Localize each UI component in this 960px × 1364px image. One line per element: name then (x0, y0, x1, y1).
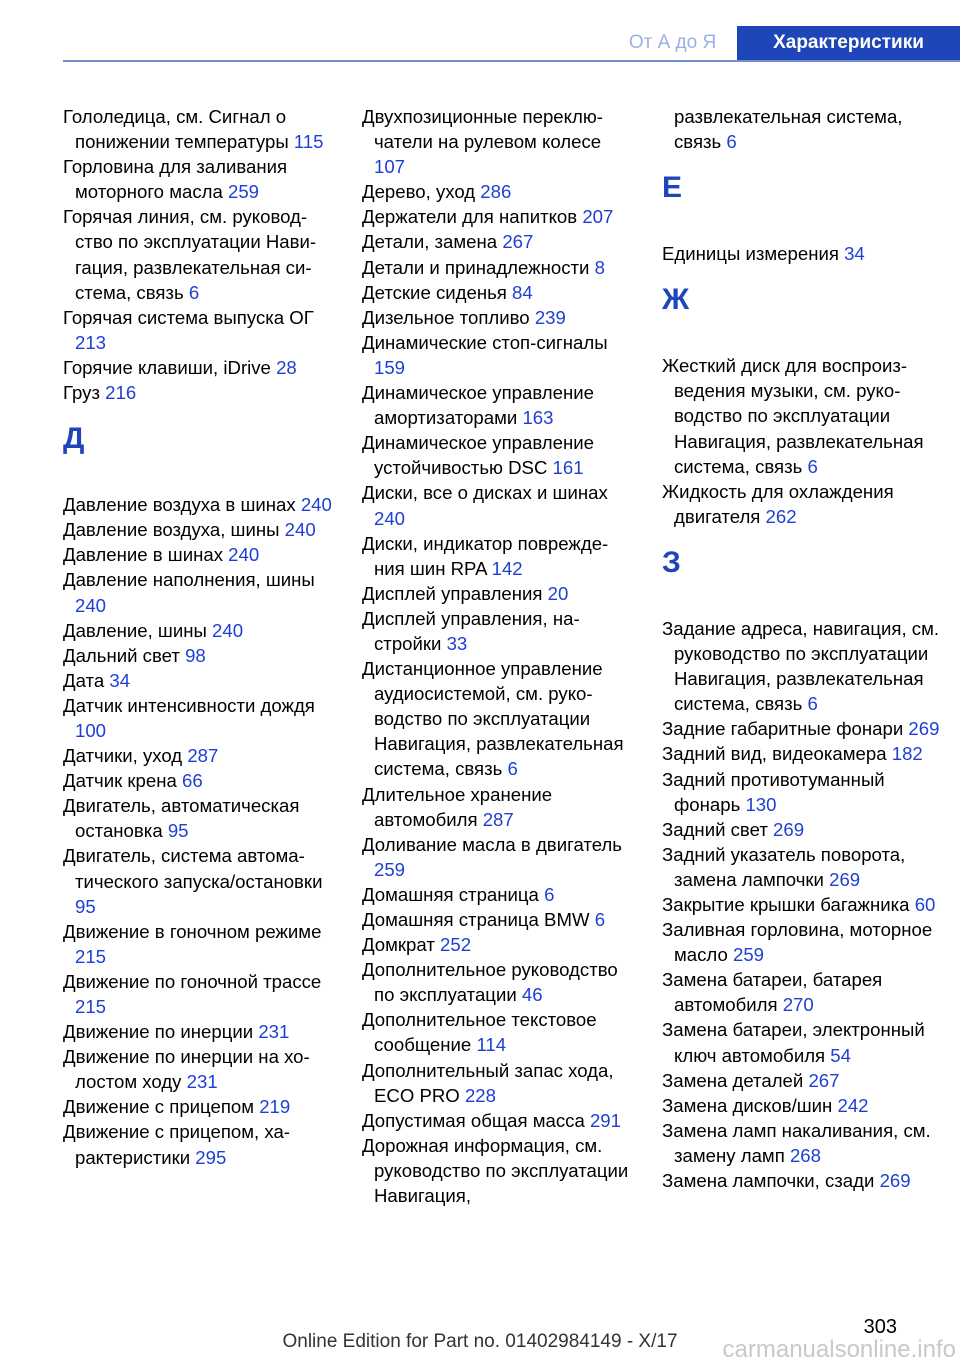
index-entry-text: Единицы измерения (662, 243, 839, 265)
page-link[interactable]: 161 (552, 457, 584, 479)
page-link[interactable]: 286 (480, 181, 512, 203)
index-entry (362, 882, 632, 907)
index-entry-text: Детские сиденья (362, 281, 507, 303)
page-link[interactable]: 6 (726, 131, 737, 153)
index-entry-text: Дорожная информация, см. руководство по эксплуатации Навигация, (362, 1134, 629, 1207)
page-link[interactable]: 270 (782, 994, 814, 1016)
page-link[interactable]: 114 (476, 1034, 507, 1056)
page-link[interactable]: 252 (440, 934, 472, 956)
index-entry (362, 907, 632, 932)
index-column-1 (63, 104, 333, 1170)
index-column-3 (662, 104, 952, 1193)
index-entry-text: Задний указатель поворота, замена лампочки (662, 843, 906, 890)
index-entry (662, 616, 952, 716)
index-entry (362, 330, 632, 380)
page-link[interactable]: 8 (594, 256, 605, 278)
index-entry (662, 1118, 952, 1168)
index-entry-text: Дальний свет (63, 644, 180, 666)
page-link[interactable]: 107 (374, 156, 406, 178)
page-link[interactable]: 259 (227, 181, 260, 203)
index-entry-text: Динамическое управление амортизаторами (362, 382, 594, 429)
page-link[interactable]: 84 (512, 281, 533, 303)
index-entry-text: Двигатель, система автоматического запуска/остановки (63, 845, 323, 892)
page-link[interactable]: 267 (502, 231, 534, 253)
watermark: carmanualsonline.info (722, 1336, 956, 1363)
index-entry (662, 767, 952, 817)
index-entry (362, 832, 632, 882)
index-entry-text: Датчик крена (63, 770, 177, 792)
page-link[interactable]: 240 (212, 619, 244, 641)
index-entry-text: Замена дисков/шин (662, 1094, 833, 1116)
index-entry-text: Дисплей управления, настройки (362, 607, 580, 654)
index-entry (662, 716, 952, 741)
index-entry (63, 768, 333, 793)
index-entry (362, 1108, 632, 1133)
index-entry-text: Движение с прицепом (63, 1096, 255, 1118)
section-letter: Д (63, 422, 85, 456)
page-link[interactable]: 28 (276, 356, 297, 378)
page-link[interactable]: 100 (75, 719, 107, 741)
index-entry-text: Горячие клавиши, iDrive (63, 356, 271, 378)
page-link[interactable]: 269 (908, 718, 940, 740)
page-link[interactable]: 6 (807, 455, 818, 477)
index-column-2 (362, 104, 632, 1208)
index-entry-text: Задний противотуманный фонарь (662, 768, 885, 815)
index-entry (662, 892, 952, 917)
index-entry (662, 479, 952, 529)
page-link[interactable]: 163 (522, 407, 554, 429)
index-entry (362, 280, 632, 305)
index-entry (362, 305, 632, 330)
page-link[interactable]: 46 (521, 984, 543, 1006)
index-entry (63, 542, 333, 567)
index-entry-text: Замена батареи, электронный ключ автомобиля (662, 1019, 925, 1066)
index-entry-text: Давление воздуха, шины (63, 519, 280, 541)
index-entry (63, 1019, 333, 1044)
index-entry-text: Допустимая общая масса (362, 1109, 585, 1131)
index-entry-text: Давление воздуха в шинах (63, 494, 296, 516)
index-entry-text: Задний вид, видеокамера (662, 743, 887, 765)
page-link[interactable]: 240 (300, 494, 332, 516)
index-entry-text: Дизельное топливо (362, 306, 530, 328)
index-entry (662, 1017, 952, 1067)
index-entry (63, 743, 333, 768)
index-entry (63, 1094, 333, 1119)
index-entry (362, 957, 632, 1007)
header-section-tab[interactable]: От А до Я (628, 32, 717, 53)
index-entry-text: Дополнительное руководство по эксплуатации (362, 959, 618, 1006)
page-link[interactable]: 259 (733, 944, 765, 966)
page-link[interactable]: 6 (594, 909, 606, 930)
page-link[interactable]: 66 (182, 770, 203, 792)
page-link[interactable]: 242 (837, 1094, 869, 1116)
section-letter: Ж (662, 283, 690, 317)
page-link[interactable]: 34 (844, 243, 865, 265)
page-link[interactable]: 130 (745, 793, 777, 815)
index-entry (662, 1168, 952, 1193)
page-link[interactable]: 98 (185, 644, 206, 666)
page-link[interactable]: 6 (507, 758, 518, 780)
index-entry-text: Движение с прицепом, характеристики (63, 1121, 290, 1168)
index-entry (63, 919, 333, 969)
page-link[interactable]: 159 (374, 356, 406, 378)
index-entry (662, 241, 952, 266)
index-entry-text: Замена ламп накаливания, см. замену ламп (662, 1119, 931, 1166)
index-entry-text: Движение по гоночной трассе (63, 970, 322, 992)
index-entry-text: Дополнительный запас хода, ECO PRO (362, 1059, 614, 1106)
page-link[interactable]: 207 (582, 206, 614, 228)
index-entry-text: Двигатель, автоматическая остановка (63, 795, 300, 842)
index-entry (63, 204, 333, 304)
index-entry (662, 1093, 952, 1118)
index-entry (63, 355, 333, 380)
page-number: 303 (863, 1316, 897, 1338)
index-entry (662, 1068, 952, 1093)
index-entry-text: Замена деталей (662, 1069, 804, 1091)
index-entry (362, 380, 632, 430)
index-entry (63, 492, 333, 517)
page-link[interactable]: 240 (374, 507, 406, 529)
section-letter: З (662, 545, 681, 579)
section-letter: Е (662, 171, 683, 205)
page-link[interactable]: 240 (75, 594, 107, 616)
page-link[interactable]: 291 (589, 1109, 621, 1131)
index-entry-text: Дисплей управления (362, 582, 543, 604)
index-entry-text: Домашняя страница BMW (362, 909, 590, 930)
page-link[interactable]: 228 (464, 1084, 496, 1106)
page-link[interactable]: 267 (808, 1069, 840, 1091)
index-entry-text: Держатели для напитков (362, 206, 578, 228)
index-entry-text: Замена батареи, батарея автомобиля (662, 969, 883, 1016)
index-entry (662, 353, 952, 478)
index-entry-text: Движение по инерции (63, 1021, 254, 1043)
index-entry-text: Задание адреса, навигация, см. руководство по эксплуатации Навигация, развлекательная система, связь (662, 617, 940, 715)
index-entry (362, 782, 632, 832)
page-link[interactable]: 215 (75, 996, 107, 1017)
index-entry-text: Дата (63, 669, 105, 691)
index-entry-text: Жесткий диск для воспроизведения музыки, см. руководство по эксплуатации Навигация, развлекательная система, связь (662, 355, 924, 477)
page-link[interactable]: 269 (879, 1170, 911, 1191)
page-link[interactable]: 269 (829, 868, 861, 890)
page-link[interactable]: 269 (773, 818, 805, 840)
index-entry-text: Динамическое управление устойчивостью DSC (362, 432, 594, 479)
index-entry-text: Диски, индикатор повреждения шин RPA (362, 532, 609, 579)
index-entry (63, 618, 333, 643)
index-entry (362, 606, 632, 656)
index-entry-text: Задние габаритные фонари (662, 718, 904, 740)
page-link[interactable]: 6 (188, 281, 200, 303)
index-entry-text: Заливная горловина, моторное масло (662, 919, 933, 966)
index-entry (662, 842, 952, 892)
page-link[interactable]: 295 (195, 1146, 227, 1168)
page-link[interactable]: 231 (258, 1021, 290, 1043)
page-link[interactable]: 54 (830, 1044, 851, 1066)
index-entry (662, 917, 952, 967)
index-entry (362, 430, 632, 480)
page-link[interactable]: 216 (105, 382, 137, 404)
index-entry-text: Дерево, уход (362, 181, 476, 203)
page-link[interactable]: 213 (75, 331, 107, 353)
page-link[interactable]: 182 (891, 743, 923, 765)
index-entry (362, 229, 632, 254)
index-entry (63, 793, 333, 843)
index-entry (362, 531, 632, 581)
page-link[interactable]: 287 (187, 745, 219, 767)
index-entry (63, 693, 333, 743)
page-link[interactable]: 240 (284, 519, 316, 541)
page-link[interactable]: 142 (491, 557, 523, 579)
index-entry (362, 179, 632, 204)
index-entry-text: Двухпозиционные переключатели на рулевом колесе (362, 106, 603, 153)
index-entry (63, 668, 333, 693)
page-link[interactable]: 231 (186, 1071, 218, 1093)
page-link[interactable]: 6 (807, 693, 818, 715)
index-entry (63, 517, 333, 542)
index-entry-text: Движение по инерции на холостом ходу (63, 1046, 310, 1093)
index-entry-text: Дистанционное управление аудиосистемой, см. руководство по эксплуатации Навигация, развлекательная система, связь (362, 658, 624, 780)
index-entry-text: Домашняя страница (362, 883, 539, 905)
index-entry (362, 1133, 632, 1208)
page-link[interactable]: 262 (765, 505, 797, 527)
index-entry (662, 817, 952, 842)
index-entry-text: Задний свет (662, 818, 768, 840)
index-entry-text: Движение в гоночном режиме (63, 920, 322, 942)
index-entry (63, 305, 333, 355)
page-link[interactable]: 95 (167, 820, 189, 842)
page-link[interactable]: 259 (374, 858, 406, 880)
index-entry-text: Диски, все о дисках и шинах (362, 482, 608, 504)
index-entry-text: Горячая линия, см. руководство по эксплуатации Навигация, развлекательная система, связь (63, 206, 317, 303)
index-entry-text: Доливание масла в двигатель (362, 833, 622, 855)
index-entry (63, 380, 333, 405)
page-link[interactable]: 239 (534, 306, 566, 328)
index-entry (662, 104, 952, 154)
index-entry-text: Домкрат (362, 934, 435, 956)
index-entry-text: Детали и принадлежности (362, 256, 590, 278)
index-entry-text: Длительное хранение автомобиля (362, 783, 553, 830)
page-link[interactable]: 95 (75, 895, 96, 917)
index-entry-text: Дополнительное текстовое сообщение (362, 1009, 597, 1056)
page-link[interactable]: 60 (914, 893, 936, 915)
header-chapter-tab[interactable]: Характеристики (737, 26, 960, 62)
page-link[interactable]: 20 (547, 582, 569, 604)
index-entry-text: Давление наполнения, шины (63, 569, 315, 591)
page-link[interactable]: 215 (75, 945, 107, 967)
index-entry-text: Горячая система выпуска ОГ (63, 306, 314, 328)
header-rule (63, 60, 960, 62)
index-entry (63, 567, 333, 617)
index-entry (362, 656, 632, 781)
index-entry (63, 843, 333, 918)
index-entry (662, 741, 952, 766)
index-entry-text: Давление, шины (63, 619, 207, 641)
index-entry (362, 480, 632, 530)
page-link[interactable]: 34 (109, 669, 131, 691)
index-entry (63, 1119, 333, 1169)
page-link[interactable]: 6 (544, 883, 555, 905)
page-link[interactable]: 33 (446, 632, 468, 654)
index-entry-text: Замена лампочки, сзади (662, 1170, 875, 1191)
index-entry-text: Груз (63, 382, 100, 404)
index-entry (63, 969, 333, 1019)
page-link[interactable]: 268 (789, 1144, 821, 1166)
index-entry-text: Горловина для заливания моторного масла (63, 156, 288, 203)
page-link[interactable]: 219 (259, 1096, 291, 1118)
index-entry-text: Динамические стоп-сигналы (362, 331, 608, 353)
index-entry (63, 1044, 333, 1094)
footer-edition: Online Edition for Part no. 01402984149 - X/17 (282, 1331, 678, 1352)
index-entry-text: Закрытие крышки багажника (662, 893, 910, 915)
index-entry (362, 581, 632, 606)
index-entry (63, 643, 333, 668)
index-entry-text: Датчики, уход (63, 745, 183, 767)
index-entry (362, 104, 632, 179)
index-entry (362, 255, 632, 280)
index-entry (63, 154, 333, 204)
index-entry (362, 204, 632, 229)
index-entry (662, 967, 952, 1017)
index-entry-text: Давление в шинах (63, 544, 223, 566)
index-entry-text: развлекательная система, связь (674, 106, 903, 153)
index-entry-text: Гололедица, см. Сигнал о понижении температуры (63, 106, 289, 153)
index-entry-text: Детали, замена (362, 231, 498, 253)
index-entry (362, 932, 632, 957)
index-entry (362, 1007, 632, 1057)
page-link[interactable]: 287 (482, 808, 514, 830)
index-entry-text: Датчик интенсивности дождя (63, 694, 315, 716)
page-link[interactable]: 240 (228, 544, 260, 566)
index-entry-text: Жидкость для охлаждения двигателя (662, 480, 894, 527)
index-entry (362, 1058, 632, 1108)
page-link[interactable]: 115 (293, 131, 324, 153)
index-entry (63, 104, 333, 154)
